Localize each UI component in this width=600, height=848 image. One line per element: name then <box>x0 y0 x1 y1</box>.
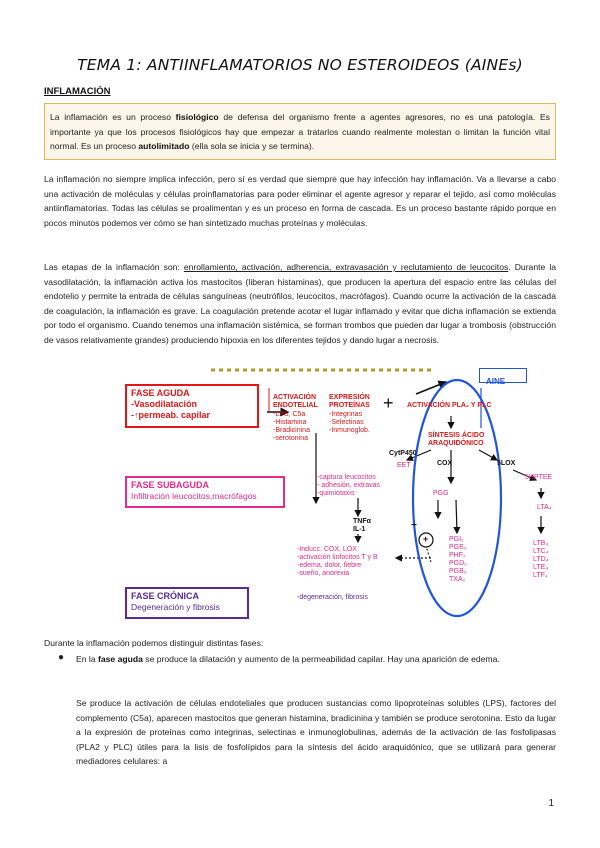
permeab-capilar: -↑permeab. capilar <box>131 410 211 420</box>
minus-sign: − <box>411 520 417 531</box>
text-run: La inflamación es un proceso <box>50 112 176 122</box>
cronica-item: -Inducc. COX, LOX <box>297 546 357 553</box>
leukotriene: LTD₄ <box>533 556 549 563</box>
expresion-title-2: PROTEÍNAS <box>329 402 370 409</box>
text-run: En la <box>76 654 98 664</box>
activacion-pla: ACTIVACIÓN PLA₂ Y PLC <box>407 402 492 409</box>
fase-cronica-box <box>125 587 249 619</box>
sintesis-2: ARAQUIDÓNICO <box>428 440 484 447</box>
lox: 5LOX <box>497 460 516 467</box>
plus-sign: + <box>383 393 394 413</box>
paragraph-3: Durante la inflamación podemos distinguir distintas fases: <box>44 638 264 648</box>
aine-box <box>479 368 527 386</box>
inflammation-diagram <box>121 368 564 623</box>
plus-circle-label: + <box>423 534 429 544</box>
activacion-item: -LPS, C5a <box>273 411 306 418</box>
bullet-dot: ● <box>58 652 65 663</box>
dotted-line <box>426 546 431 562</box>
expresion-item: -Selectinas <box>329 419 364 426</box>
text-run: de defensa del organismo frente a agentes agresores, no es una patología. Es importante ya que los procesos fisiológicos hay que empezar a tratarlos cuando realmente molestan o limitan la función vital normal. Es un proceso <box>50 112 550 152</box>
leukotriene: LTC₄ <box>533 548 549 555</box>
bold-fase-aguda: fase aguda <box>97 654 143 664</box>
eet: EET <box>397 462 411 469</box>
leukotriene: LTF₄ <box>533 572 548 579</box>
text-run: (ella sola se inicia y se termina). <box>189 141 315 152</box>
subaguda-item: -quimiotaxis <box>317 490 355 497</box>
cronica-item: -sueño, anorexia <box>297 570 350 577</box>
definition-box <box>44 103 556 160</box>
activacion-item: -Histamina <box>273 419 307 426</box>
page-title: TEMA 1: ANTIINFLAMATORIOS NO ESTEROIDEOS (AINEs) <box>77 56 523 74</box>
aine-label: AINE <box>486 377 506 386</box>
activacion-title-1: ACTIVACIÓN <box>273 394 317 401</box>
paragraph-4: Se produce la activación de células endoteliales que producen sustancias como lipoproteínas solubles (LPS), factores del complemento (C5a), aparecen mastocitos que generan histamina, bradicinina y también se produce serotonina. Esto da lugar a la expresión de proteínas como integrinas, selectinas e inmunoglobulinas, además de la activación de las fosfolipasas (PLA2 y PLC) útiles para la lisis de fosfolípidos para la síntesis del ácido araquidónico, que se utilizará para generar mediadores celulares: a <box>76 698 556 767</box>
fase-subaguda-title: FASE SUBAGUDA <box>131 480 210 490</box>
text-run: Las etapas de la inflamación son: <box>44 262 184 272</box>
prostaglandin: PHF₂ <box>449 552 466 559</box>
underlined-stages: enrollamiento, activación, adherencia, extravasación y reclutamiento de leucocitos <box>183 262 509 272</box>
arrow <box>456 500 457 533</box>
subaguda-item: - adhesión, extravas <box>317 482 381 489</box>
degeneracion: Degeneración y fibrosis <box>131 602 220 612</box>
sintesis-1: SÍNTESIS ÁCIDO <box>428 432 485 439</box>
expresion-item: -Inmunoglob. <box>329 427 370 434</box>
cronica-item: -activación linfocitos T y B <box>297 554 378 561</box>
cronica-item: -edema, dolor, fiebre <box>297 562 362 569</box>
fase-aguda-title: FASE AGUDA <box>131 388 190 398</box>
prostaglandin: PGB₂ <box>449 568 467 575</box>
bullet-1 <box>76 652 556 667</box>
vasodilatacion: -Vasodilatación <box>131 399 198 409</box>
paragraph-1: La inflamación no siempre implica infección, pero sí es verdad que siempre que hay infección hay inflamación. Va a llevarse a cabo una activación de moléculas y células proinflamatorias para poder eliminar el agente agresor y reparar el tejido, así como moléculas antiinflamatorias. Todas las células se proalimentan y es un proceso en forma de cascada. Es un proceso bastante rápido porque en pocos minutos podemos ver cómo se han sintetizado muchas proteínas y moléculas. <box>44 174 556 228</box>
infiltracion: Infiltración leucocitos,macrófagos <box>131 491 257 501</box>
fase-cronica-title: FASE CRÓNICA <box>131 591 200 601</box>
il1: IL-1 <box>353 526 366 533</box>
leukotriene: LTB₄ <box>533 540 549 547</box>
tnf: TNFα <box>353 518 371 525</box>
activacion-title-2: ENDOTELIAL <box>273 402 318 409</box>
text-run: se produce la dilatación y aumento de la permeabilidad capilar. Hay una aparición de edema. <box>142 654 500 664</box>
definition-text <box>50 110 550 154</box>
lta4: LTA₄ <box>537 504 552 511</box>
bold-autolimitado: autolimitado <box>138 141 190 152</box>
cox: COX <box>437 460 453 467</box>
expresion-title-1: EXPRESIÓN <box>329 394 370 401</box>
activacion-item: -serotonina <box>273 435 309 442</box>
expresion-item: -Integrinas <box>329 411 363 418</box>
prostaglandin: PGE₂ <box>449 544 467 551</box>
arrow <box>479 450 497 460</box>
bold-fisiologico: fisiológico <box>175 112 219 122</box>
pgg: PGG <box>433 490 449 497</box>
text-run: . Durante la vasodilatación, la inflamación activa los mastocitos (liberan histaminas), que producen la apertura del espacio entre las células del endotelio y permite la entrada de células sanguíneas (neutrófilos, leucocitos, macrófagos). Cuando ocurre la activación de la cascada de coagulación, la inflamación es grave. La coagulación pretende acotar el lugar inflamado y evitar que dicha inflamación se extienda por todo el organismo. Cuando tenemos una inflamación sistémica, se forman trombos que pueden dar lugar a trombosis (obstrucción de vasos relativamente grandes) produciendo hipoxia en los diferentes tejidos y dando lugar a necrosis. <box>44 262 557 345</box>
paragraph-2 <box>44 260 556 348</box>
subaguda-item: -captura leucocitos <box>317 474 376 481</box>
prostaglandin: PGI₂ <box>449 536 464 543</box>
section-heading: INFLAMACIÓN <box>44 86 111 97</box>
page-number: 1 <box>548 798 554 809</box>
fase-aguda-box <box>125 384 259 428</box>
fase-subaguda-box <box>125 476 285 508</box>
activacion-item: -Bradicinina <box>273 427 310 434</box>
prostaglandin: TXA₂ <box>449 576 466 583</box>
degeneracion-item: -degeneración, fibrosis <box>297 594 368 601</box>
prostaglandin: PGD₂ <box>449 560 467 567</box>
hpete: 5HPTEE <box>525 474 553 481</box>
leukotriene: LTE₄ <box>533 564 549 571</box>
cytp450: CytP450 <box>389 450 417 457</box>
